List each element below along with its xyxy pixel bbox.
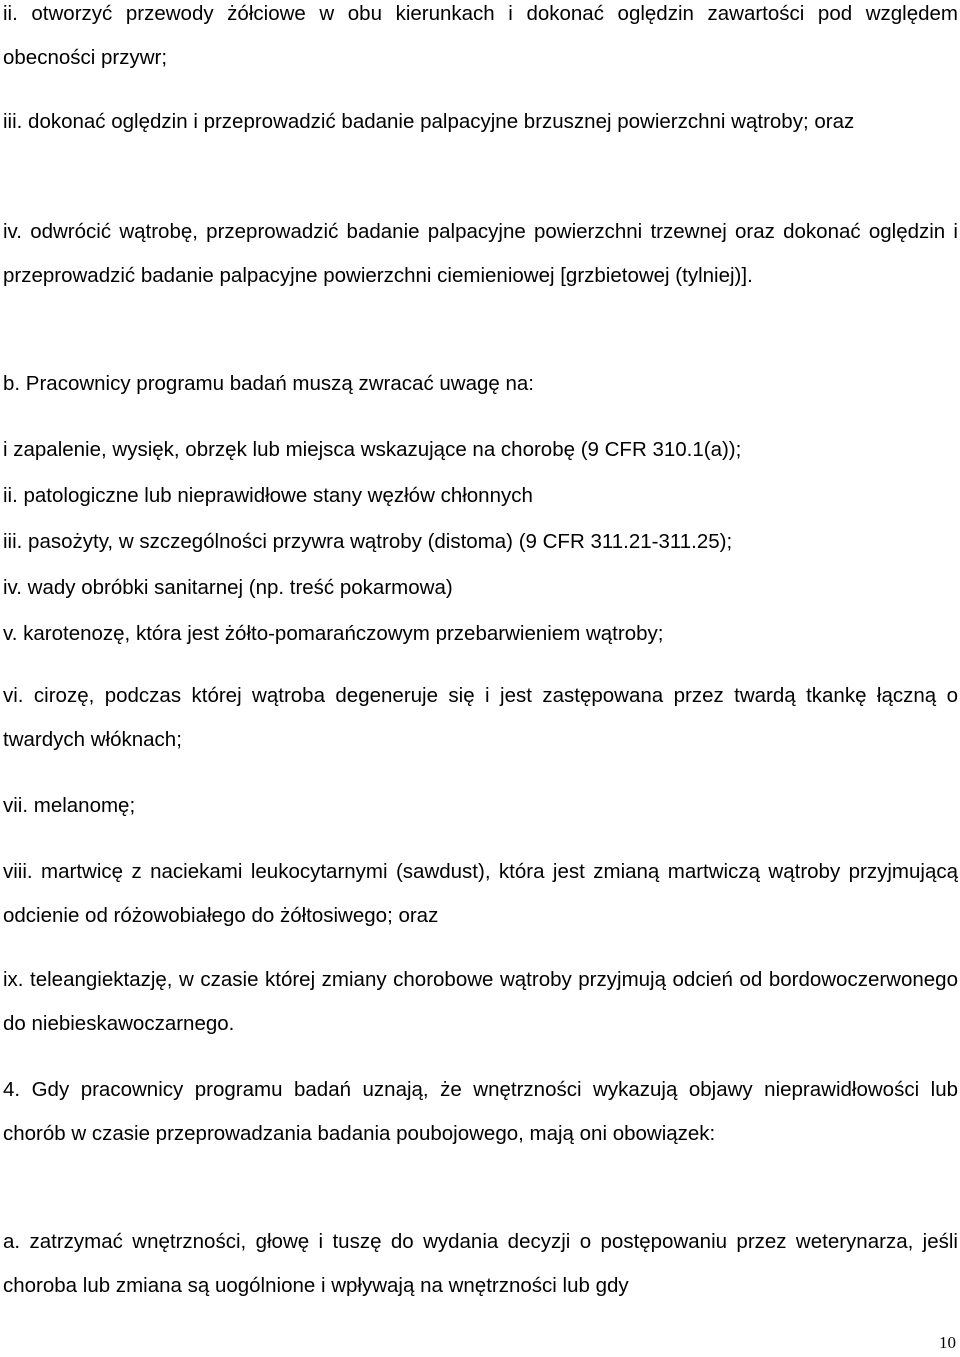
paragraph-ii: ii. otworzyć przewody żółciowe w obu kierunkach i dokonać oględzin zawartości pod względem obecności przywr;: [3, 2, 958, 69]
page-number: 10: [939, 1333, 956, 1352]
paragraph-iv: iv. odwrócić wątrobę, przeprowadzić badanie palpacyjne powierzchni trzewnej oraz dokonać oględzin i przeprowadzić badanie palpacyjne powierzchni ciemieniowej [grzbietowej (tylniej)].: [3, 220, 958, 287]
list-item-ix: ix. teleangiektazję, w czasie której zmiany chorobowe wątroby przyjmują odcień od bordowoczerwonego do niebieskawoczarnego.: [3, 968, 958, 1035]
list-item-iii: iii. pasożyty, w szczególności przywra wątroby (distoma) (9 CFR 311.21-311.25);: [3, 530, 733, 553]
paragraph-b: b. Pracownicy programu badań muszą zwracać uwagę na:: [3, 372, 534, 395]
list-item-v: v. karotenozę, która jest żółto-pomarańczowym przebarwieniem wątroby;: [3, 622, 664, 645]
list-item-vi: vi. cirozę, podczas której wątroba degeneruje się i jest zastępowana przez twardą tkankę łączną o twardych włóknach;: [3, 684, 958, 751]
paragraph-iii: iii. dokonać oględzin i przeprowadzić badanie palpacyjne brzusznej powierzchni wątroby; oraz: [3, 110, 855, 133]
list-item-vii: vii. melanomę;: [3, 794, 136, 817]
list-item-ii: ii. patologiczne lub nieprawidłowe stany węzłów chłonnych: [3, 484, 533, 507]
list-item-i: i zapalenie, wysięk, obrzęk lub miejsca wskazujące na chorobę (9 CFR 310.1(a));: [3, 438, 742, 461]
paragraph-4: 4. Gdy pracownicy programu badań uznają, że wnętrzności wykazują objawy nieprawidłowości lub chorób w czasie przeprowadzania badania poubojowego, mają oni obowiązek:: [3, 1078, 958, 1145]
list-item-viii: viii. martwicę z naciekami leukocytarnymi (sawdust), która jest zmianą martwiczą wątroby przyjmującą odcienie od różowobiałego do żółtosiwego; oraz: [3, 860, 958, 927]
paragraph-4a: a. zatrzymać wnętrzności, głowę i tuszę do wydania decyzji o postępowaniu przez weterynarza, jeśli choroba lub zmiana są uogólnione i wpływają na wnętrzności lub gdy: [3, 1230, 958, 1297]
list-item-iv: iv. wady obróbki sanitarnej (np. treść pokarmowa): [3, 576, 453, 599]
